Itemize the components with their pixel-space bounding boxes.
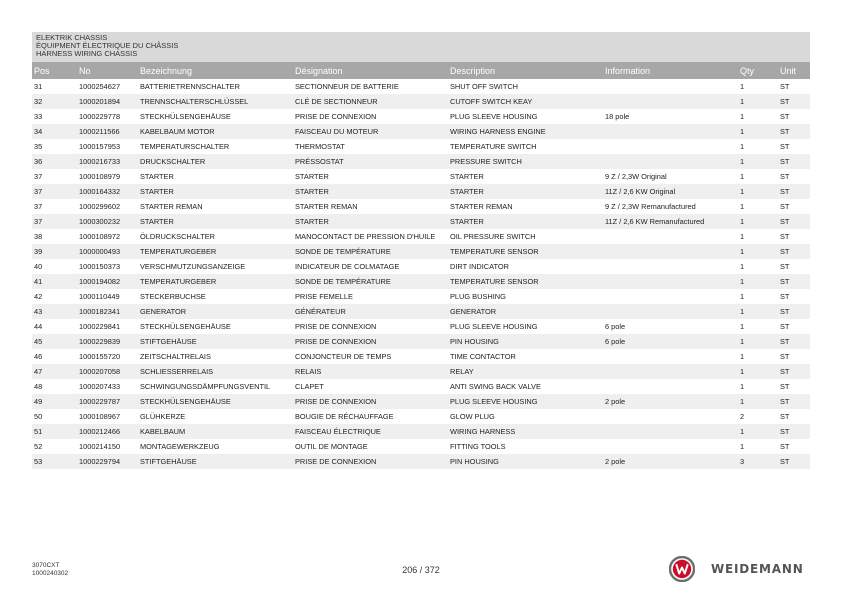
cell-pos: 36 — [32, 154, 77, 169]
cell-information: 2 pole — [603, 454, 738, 469]
footer-doc-number: 1000240302 — [32, 569, 69, 577]
col-header-information: Information — [603, 62, 738, 79]
cell-bezeichnung: TEMPERATURSCHALTER — [138, 139, 293, 154]
cell-designation: SECTIONNEUR DE BATTERIE — [293, 79, 448, 94]
cell-unit: ST — [778, 274, 810, 289]
section-title-en: HARNESS WIRING CHASSIS — [36, 49, 138, 59]
cell-bezeichnung: VERSCHMUTZUNGSANZEIGE — [138, 259, 293, 274]
table-header-row — [32, 62, 810, 79]
cell-qty: 1 — [738, 274, 778, 289]
table-row — [32, 199, 810, 214]
table-row — [32, 259, 810, 274]
cell-unit: ST — [778, 154, 810, 169]
cell-pos: 47 — [32, 364, 77, 379]
cell-information — [603, 364, 738, 379]
cell-qty: 3 — [738, 454, 778, 469]
brand-name: WEIDEMANN — [711, 562, 804, 576]
cell-qty: 1 — [738, 199, 778, 214]
cell-qty: 1 — [738, 184, 778, 199]
table-row — [32, 214, 810, 229]
cell-description: ANTI SWING BACK VALVE — [448, 379, 603, 394]
col-header-description: Description — [448, 62, 603, 79]
cell-description: DIRT INDICATOR — [448, 259, 603, 274]
parts-table — [32, 62, 810, 469]
cell-pos: 37 — [32, 214, 77, 229]
cell-description: STARTER — [448, 184, 603, 199]
cell-description: TIME CONTACTOR — [448, 349, 603, 364]
cell-bezeichnung: STECKHÜLSENGEHÄUSE — [138, 109, 293, 124]
cell-description: WIRING HARNESS — [448, 424, 603, 439]
cell-qty: 1 — [738, 214, 778, 229]
table-row — [32, 94, 810, 109]
cell-pos: 40 — [32, 259, 77, 274]
cell-designation: CLAPET — [293, 379, 448, 394]
cell-pos: 34 — [32, 124, 77, 139]
cell-part-number: 1000182341 — [77, 304, 138, 319]
cell-pos: 33 — [32, 109, 77, 124]
table-row — [32, 109, 810, 124]
table-row — [32, 454, 810, 469]
cell-part-number: 1000108967 — [77, 409, 138, 424]
cell-part-number: 1000155720 — [77, 349, 138, 364]
table-row — [32, 409, 810, 424]
table-row — [32, 394, 810, 409]
cell-qty: 1 — [738, 334, 778, 349]
table-row — [32, 79, 810, 94]
table-row — [32, 169, 810, 184]
cell-qty: 1 — [738, 94, 778, 109]
cell-description: PRESSURE SWITCH — [448, 154, 603, 169]
cell-information: 2 pole — [603, 394, 738, 409]
cell-pos: 38 — [32, 229, 77, 244]
cell-part-number: 1000207433 — [77, 379, 138, 394]
cell-information — [603, 259, 738, 274]
cell-unit: ST — [778, 169, 810, 184]
table-row — [32, 184, 810, 199]
cell-unit: ST — [778, 289, 810, 304]
cell-bezeichnung: STECKHÜLSENGEHÄUSE — [138, 319, 293, 334]
cell-description: STARTER — [448, 214, 603, 229]
cell-qty: 1 — [738, 109, 778, 124]
cell-bezeichnung: STIFTGEHÄUSE — [138, 454, 293, 469]
cell-unit: ST — [778, 409, 810, 424]
cell-description: CUTOFF SWITCH KEAY — [448, 94, 603, 109]
cell-unit: ST — [778, 424, 810, 439]
cell-pos: 37 — [32, 199, 77, 214]
cell-information — [603, 154, 738, 169]
table-row — [32, 244, 810, 259]
cell-pos: 31 — [32, 79, 77, 94]
cell-unit: ST — [778, 349, 810, 364]
cell-information: 6 pole — [603, 334, 738, 349]
cell-information — [603, 79, 738, 94]
cell-unit: ST — [778, 259, 810, 274]
table-row — [32, 274, 810, 289]
cell-information — [603, 289, 738, 304]
cell-pos: 41 — [32, 274, 77, 289]
section-title-fr: ÉQUIPMENT ÉLECTRIQUE DU CHÂSSIS — [36, 41, 179, 51]
cell-information — [603, 349, 738, 364]
cell-unit: ST — [778, 109, 810, 124]
cell-designation: STARTER — [293, 169, 448, 184]
cell-unit: ST — [778, 319, 810, 334]
cell-pos: 45 — [32, 334, 77, 349]
cell-information — [603, 94, 738, 109]
cell-information — [603, 229, 738, 244]
cell-unit: ST — [778, 394, 810, 409]
table-row — [32, 304, 810, 319]
cell-unit: ST — [778, 364, 810, 379]
cell-part-number: 1000300232 — [77, 214, 138, 229]
cell-pos: 51 — [32, 424, 77, 439]
cell-description: PLUG SLEEVE HOUSING — [448, 319, 603, 334]
cell-qty: 1 — [738, 169, 778, 184]
cell-pos: 46 — [32, 349, 77, 364]
cell-designation: STARTER REMAN — [293, 199, 448, 214]
cell-designation: PRISE DE CONNEXION — [293, 334, 448, 349]
cell-unit: ST — [778, 439, 810, 454]
cell-information — [603, 244, 738, 259]
cell-designation: INDICATEUR DE COLMATAGE — [293, 259, 448, 274]
cell-bezeichnung: DRUCKSCHALTER — [138, 154, 293, 169]
cell-qty: 1 — [738, 139, 778, 154]
cell-bezeichnung: GLÜHKERZE — [138, 409, 293, 424]
cell-qty: 1 — [738, 154, 778, 169]
cell-qty: 1 — [738, 364, 778, 379]
cell-bezeichnung: TRENNSCHALTERSCHLÜSSEL — [138, 94, 293, 109]
cell-unit: ST — [778, 304, 810, 319]
table-row — [32, 349, 810, 364]
cell-pos: 53 — [32, 454, 77, 469]
cell-bezeichnung: SCHWINGUNGSDÄMPFUNGSVENTIL — [138, 379, 293, 394]
cell-part-number: 1000299602 — [77, 199, 138, 214]
cell-bezeichnung: TEMPERATURGEBER — [138, 274, 293, 289]
cell-part-number: 1000212466 — [77, 424, 138, 439]
cell-information — [603, 439, 738, 454]
cell-bezeichnung: STARTER — [138, 169, 293, 184]
cell-unit: ST — [778, 214, 810, 229]
cell-designation: SONDE DE TEMPÉRATURE — [293, 274, 448, 289]
table-row — [32, 319, 810, 334]
cell-pos: 37 — [32, 169, 77, 184]
cell-bezeichnung: STIFTGEHÄUSE — [138, 334, 293, 349]
cell-bezeichnung: STECKHÜLSENGEHÄUSE — [138, 394, 293, 409]
cell-bezeichnung: KABELBAUM MOTOR — [138, 124, 293, 139]
cell-qty: 1 — [738, 229, 778, 244]
cell-part-number: 1000201894 — [77, 94, 138, 109]
cell-pos: 35 — [32, 139, 77, 154]
table-row — [32, 139, 810, 154]
cell-part-number: 1000254627 — [77, 79, 138, 94]
cell-description: PLUG BUSHING — [448, 289, 603, 304]
cell-designation: RELAIS — [293, 364, 448, 379]
cell-qty: 1 — [738, 379, 778, 394]
cell-description: PLUG SLEEVE HOUSING — [448, 394, 603, 409]
cell-unit: ST — [778, 199, 810, 214]
table-row — [32, 364, 810, 379]
cell-qty: 1 — [738, 124, 778, 139]
cell-information — [603, 409, 738, 424]
cell-information: 9 Z / 2,3W Original — [603, 169, 738, 184]
table-row — [32, 124, 810, 139]
cell-designation: PRISE FEMELLE — [293, 289, 448, 304]
cell-pos: 43 — [32, 304, 77, 319]
cell-qty: 1 — [738, 424, 778, 439]
cell-bezeichnung: ÖLDRUCKSCHALTER — [138, 229, 293, 244]
cell-information: 11Z / 2,6 KW Original — [603, 184, 738, 199]
cell-qty: 1 — [738, 304, 778, 319]
cell-bezeichnung: STARTER REMAN — [138, 199, 293, 214]
cell-bezeichnung: MONTAGEWERKZEUG — [138, 439, 293, 454]
col-header-bezeichnung: Bezeichnung — [138, 62, 293, 79]
cell-part-number: 1000229841 — [77, 319, 138, 334]
cell-designation: PRISE DE CONNEXION — [293, 319, 448, 334]
cell-pos: 32 — [32, 94, 77, 109]
cell-qty: 1 — [738, 439, 778, 454]
cell-part-number: 1000000493 — [77, 244, 138, 259]
cell-qty: 1 — [738, 289, 778, 304]
cell-designation: SONDE DE TEMPÉRATURE — [293, 244, 448, 259]
cell-part-number: 1000164332 — [77, 184, 138, 199]
cell-qty: 1 — [738, 319, 778, 334]
col-header-qty: Qty — [738, 62, 778, 79]
cell-bezeichnung: STECKERBUCHSE — [138, 289, 293, 304]
cell-description: TEMPERATURE SWITCH — [448, 139, 603, 154]
weidemann-logo-icon — [669, 556, 695, 582]
cell-designation: PRISE DE CONNEXION — [293, 109, 448, 124]
cell-bezeichnung: STARTER — [138, 184, 293, 199]
cell-part-number: 1000229839 — [77, 334, 138, 349]
cell-description: PLUG SLEEVE HOUSING — [448, 109, 603, 124]
cell-designation: GÉNÉRATEUR — [293, 304, 448, 319]
cell-part-number: 1000150373 — [77, 259, 138, 274]
col-header-no: No — [77, 62, 138, 79]
cell-designation: OUTIL DE MONTAGE — [293, 439, 448, 454]
cell-description: PIN HOUSING — [448, 334, 603, 349]
cell-unit: ST — [778, 124, 810, 139]
cell-designation: CONJONCTEUR DE TEMPS — [293, 349, 448, 364]
table-row — [32, 439, 810, 454]
cell-unit: ST — [778, 229, 810, 244]
col-header-unit: Unit — [778, 62, 810, 79]
cell-information — [603, 139, 738, 154]
cell-part-number: 1000229778 — [77, 109, 138, 124]
cell-pos: 52 — [32, 439, 77, 454]
cell-part-number: 1000207058 — [77, 364, 138, 379]
cell-unit: ST — [778, 379, 810, 394]
col-header-designation: Désignation — [293, 62, 448, 79]
cell-designation: FAISCEAU DU MOTEUR — [293, 124, 448, 139]
cell-bezeichnung: KABELBAUM — [138, 424, 293, 439]
cell-unit: ST — [778, 139, 810, 154]
cell-description: SHUT OFF SWITCH — [448, 79, 603, 94]
cell-pos: 50 — [32, 409, 77, 424]
cell-designation: PRISE DE CONNEXION — [293, 454, 448, 469]
brand-logo — [669, 556, 804, 582]
cell-part-number: 1000157953 — [77, 139, 138, 154]
cell-designation: THERMOSTAT — [293, 139, 448, 154]
cell-unit: ST — [778, 94, 810, 109]
cell-designation: MANOCONTACT DE PRESSION D'HUILE — [293, 229, 448, 244]
cell-description: WIRING HARNESS ENGINE — [448, 124, 603, 139]
cell-unit: ST — [778, 184, 810, 199]
table-row — [32, 334, 810, 349]
cell-information: 18 pole — [603, 109, 738, 124]
col-header-pos: Pos — [32, 62, 77, 79]
table-row — [32, 379, 810, 394]
cell-pos: 44 — [32, 319, 77, 334]
parts-table-body — [32, 79, 810, 469]
section-title-de: ELEKTRIK CHASSIS — [36, 33, 108, 42]
cell-qty: 1 — [738, 394, 778, 409]
cell-designation: FAISCEAU ÉLECTRIQUE — [293, 424, 448, 439]
table-row — [32, 154, 810, 169]
cell-information — [603, 424, 738, 439]
cell-part-number: 1000211566 — [77, 124, 138, 139]
cell-information — [603, 274, 738, 289]
cell-qty: 1 — [738, 244, 778, 259]
cell-bezeichnung: ZEITSCHALTRELAIS — [138, 349, 293, 364]
cell-information — [603, 304, 738, 319]
cell-designation: STARTER — [293, 214, 448, 229]
section-header — [32, 32, 810, 62]
cell-information: 9 Z / 2,3W Remanufactured — [603, 199, 738, 214]
cell-part-number: 1000229794 — [77, 454, 138, 469]
cell-part-number: 1000108972 — [77, 229, 138, 244]
cell-part-number: 1000214150 — [77, 439, 138, 454]
table-row — [32, 424, 810, 439]
footer-model: 3070CXT — [32, 562, 60, 569]
page-number: 206 / 372 — [402, 565, 440, 575]
cell-qty: 1 — [738, 79, 778, 94]
cell-information: 6 pole — [603, 319, 738, 334]
cell-part-number: 1000110449 — [77, 289, 138, 304]
cell-pos: 49 — [32, 394, 77, 409]
table-row — [32, 229, 810, 244]
cell-unit: ST — [778, 244, 810, 259]
cell-unit: ST — [778, 334, 810, 349]
cell-description: STARTER REMAN — [448, 199, 603, 214]
cell-bezeichnung: BATTERIETRENNSCHALTER — [138, 79, 293, 94]
cell-designation: BOUGIE DE RÉCHAUFFAGE — [293, 409, 448, 424]
cell-unit: ST — [778, 79, 810, 94]
cell-description: PIN HOUSING — [448, 454, 603, 469]
cell-description: TEMPERATURE SENSOR — [448, 244, 603, 259]
cell-bezeichnung: TEMPERATURGEBER — [138, 244, 293, 259]
cell-designation: PRÉSSOSTAT — [293, 154, 448, 169]
cell-part-number: 1000229787 — [77, 394, 138, 409]
cell-description: GENERATOR — [448, 304, 603, 319]
cell-description: OIL PRESSURE SWITCH — [448, 229, 603, 244]
cell-bezeichnung: SCHLIESSERRELAIS — [138, 364, 293, 379]
cell-information: 11Z / 2,6 KW Remanufactured — [603, 214, 738, 229]
cell-designation: CLÉ DE SECTIONNEUR — [293, 94, 448, 109]
cell-description: GLOW PLUG — [448, 409, 603, 424]
cell-qty: 1 — [738, 349, 778, 364]
cell-description: STARTER — [448, 169, 603, 184]
cell-part-number: 1000108979 — [77, 169, 138, 184]
cell-unit: ST — [778, 454, 810, 469]
cell-part-number: 1000194082 — [77, 274, 138, 289]
cell-information — [603, 379, 738, 394]
table-row — [32, 289, 810, 304]
cell-pos: 39 — [32, 244, 77, 259]
cell-description: FITTING TOOLS — [448, 439, 603, 454]
cell-part-number: 1000216733 — [77, 154, 138, 169]
cell-pos: 42 — [32, 289, 77, 304]
cell-designation: STARTER — [293, 184, 448, 199]
cell-pos: 48 — [32, 379, 77, 394]
cell-qty: 1 — [738, 259, 778, 274]
cell-bezeichnung: GENERATOR — [138, 304, 293, 319]
cell-bezeichnung: STARTER — [138, 214, 293, 229]
cell-description: RELAY — [448, 364, 603, 379]
cell-designation: PRISE DE CONNEXION — [293, 394, 448, 409]
cell-qty: 2 — [738, 409, 778, 424]
cell-information — [603, 124, 738, 139]
cell-pos: 37 — [32, 184, 77, 199]
cell-description: TEMPERATURE SENSOR — [448, 274, 603, 289]
